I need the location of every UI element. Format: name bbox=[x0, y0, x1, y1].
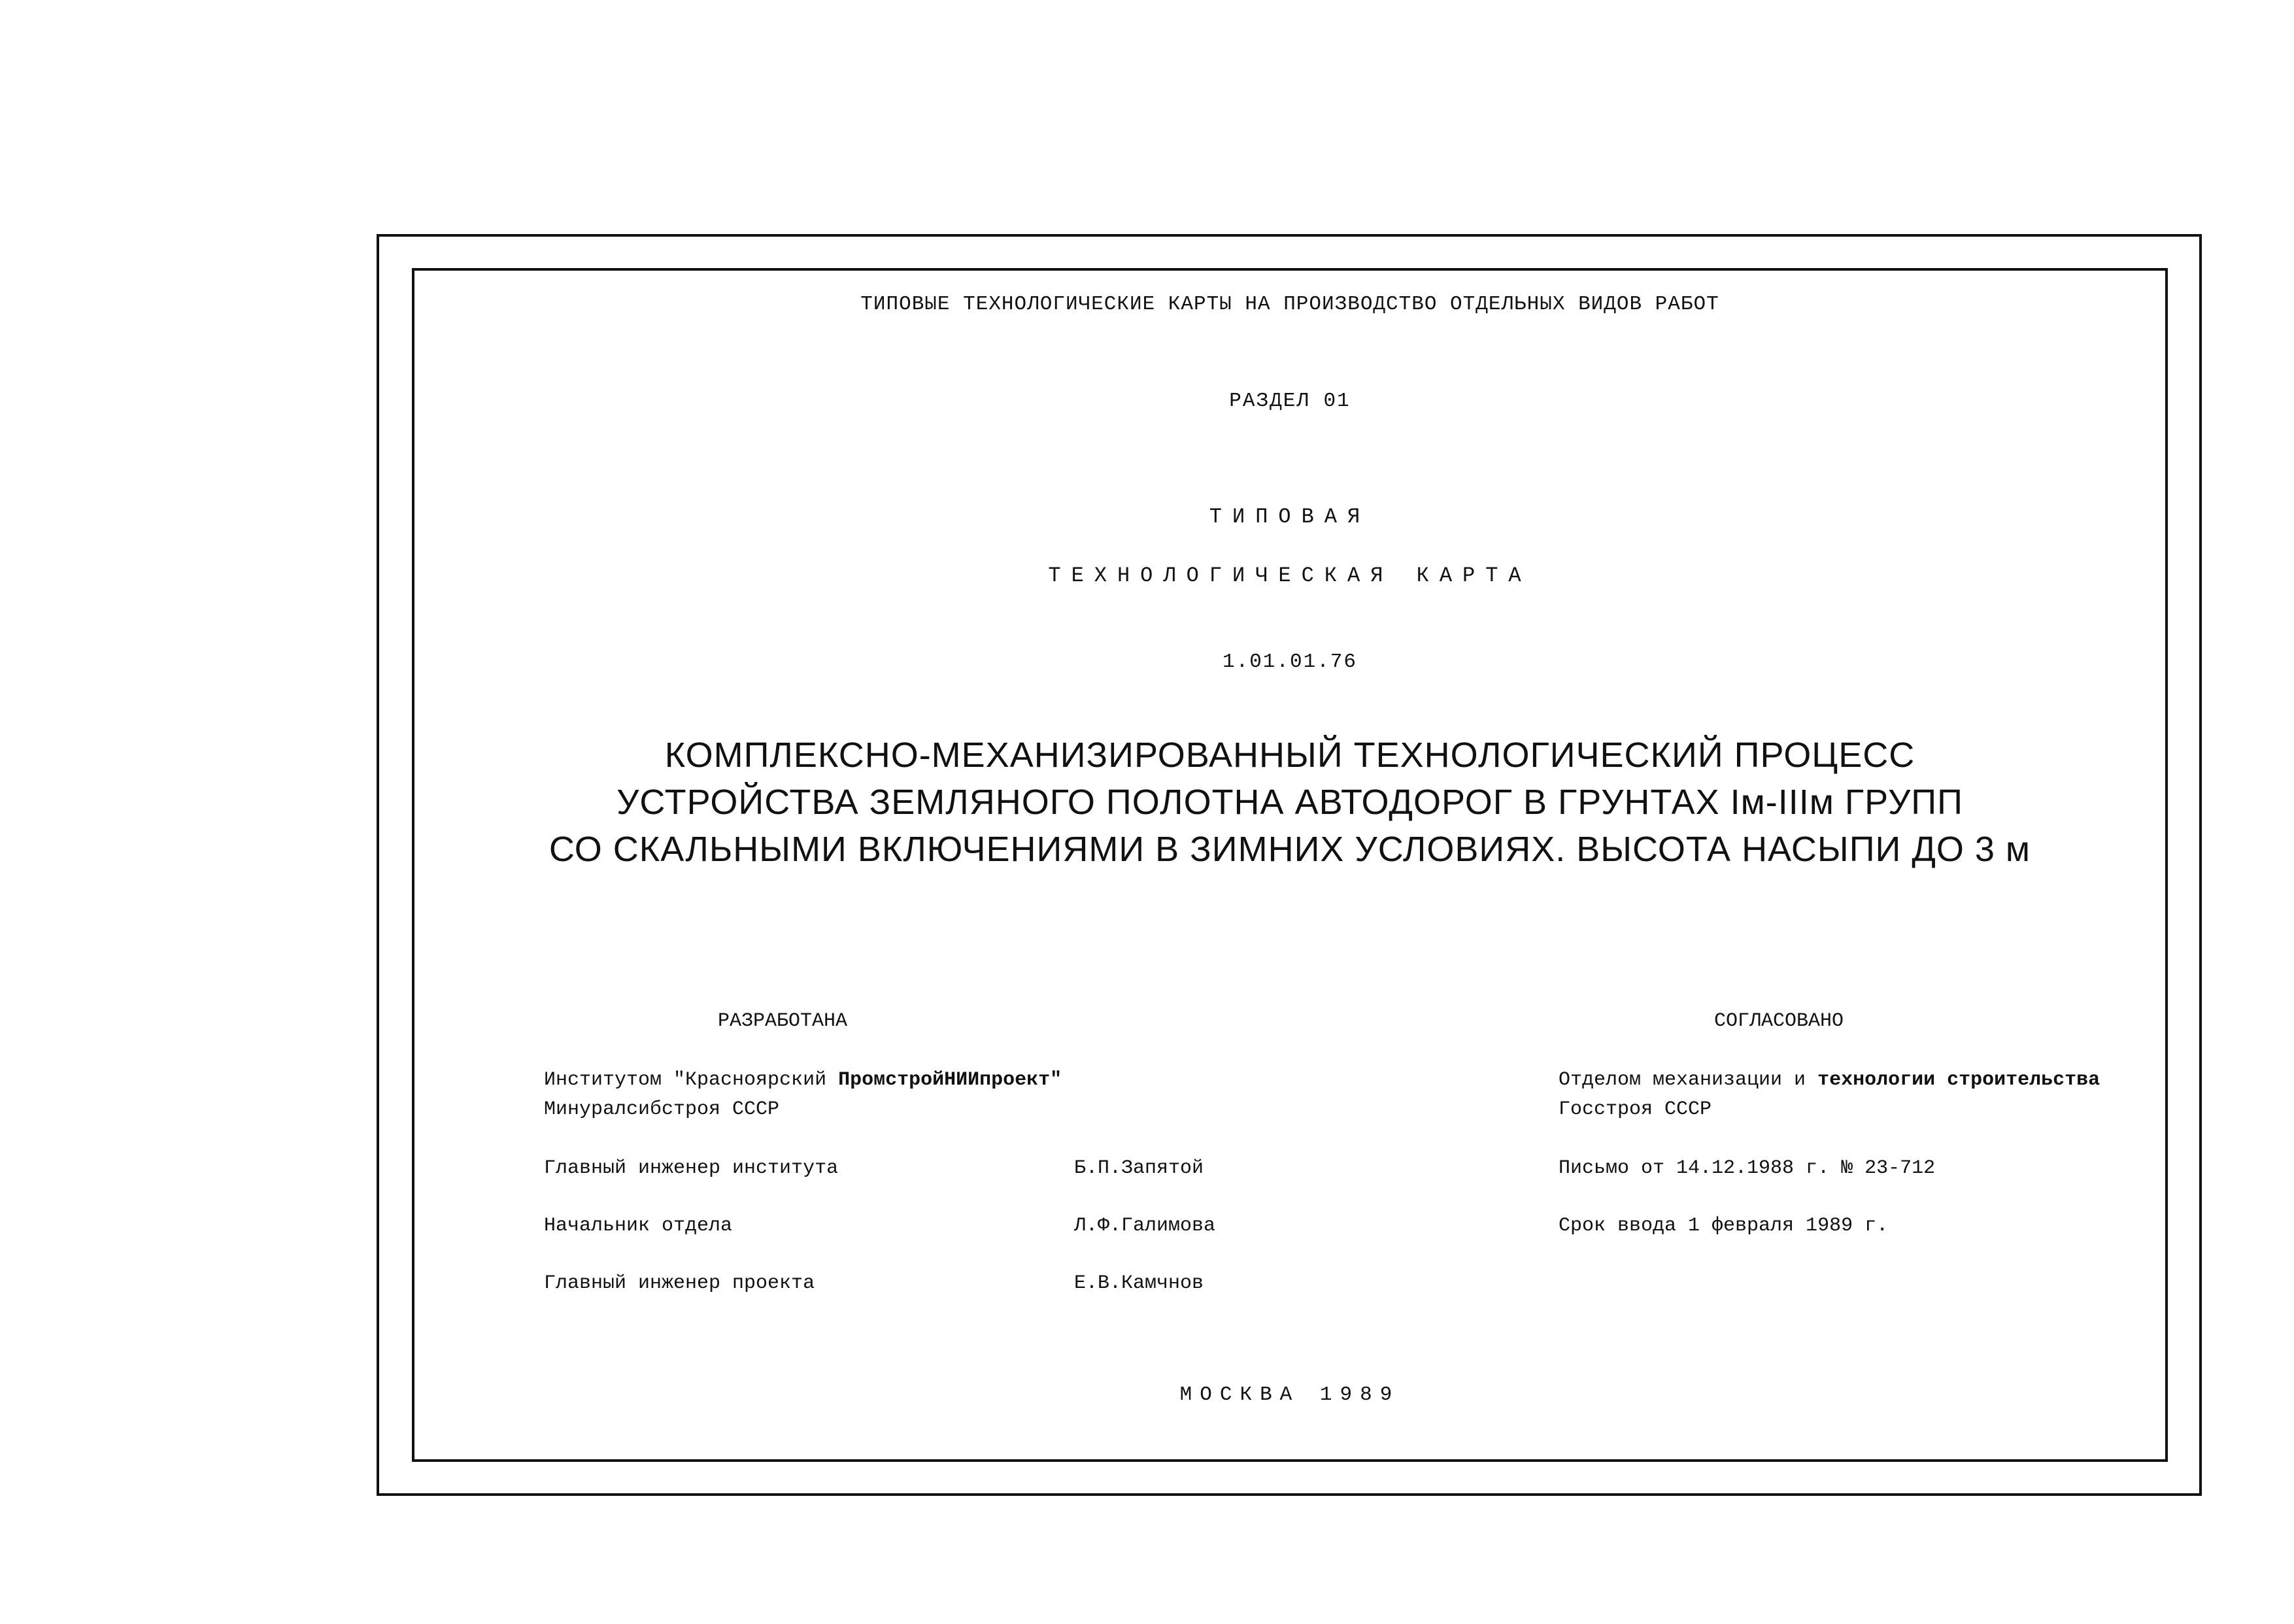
main-title-line-1: КОМПЛЕКСНО-МЕХАНИЗИРОВАННЫЙ ТЕХНОЛОГИЧЕСКИЙ ПРОЦЕСС bbox=[664, 736, 1915, 775]
staff-role-1: Главный инженер института bbox=[544, 1157, 839, 1179]
developed-organization-prefix: Институтом "Красноярский bbox=[544, 1069, 839, 1091]
staff-name-2: Л.Ф.Галимова bbox=[1074, 1215, 1216, 1237]
typical-label: ТИПОВАЯ bbox=[1209, 505, 1371, 529]
agreed-organization: Госстроя СССР bbox=[1559, 1098, 1712, 1121]
staff-name-3: Е.В.Камчнов bbox=[1074, 1272, 1204, 1294]
developed-heading: РАЗРАБОТАНА bbox=[718, 1010, 848, 1032]
staff-name-1: Б.П.Запятой bbox=[1074, 1157, 1204, 1179]
tech-card-label: ТЕХНОЛОГИЧЕСКАЯ КАРТА bbox=[1048, 564, 1532, 588]
series-title: ТИПОВЫЕ ТЕХНОЛОГИЧЕСКИЕ КАРТЫ НА ПРОИЗВОДСТВО ОТДЕЛЬНЫХ ВИДОВ РАБОТ bbox=[860, 293, 1719, 316]
agreed-heading: СОГЛАСОВАНО bbox=[1714, 1010, 1844, 1032]
staff-role-2: Начальник отдела bbox=[544, 1215, 733, 1237]
main-title-line-3: СО СКАЛЬНЫМИ ВКЛЮЧЕНИЯМИ В ЗИМНИХ УСЛОВИЯХ. ВЫСОТА НАСЫПИ ДО 3 м bbox=[548, 830, 2031, 869]
approval-letter: Письмо от 14.12.1988 г. № 23-712 bbox=[1559, 1157, 1936, 1179]
section-label: РАЗДЕЛ 01 bbox=[1229, 390, 1351, 413]
agreed-department bbox=[1559, 1069, 2100, 1091]
staff-role-3: Главный инженер проекта bbox=[544, 1272, 815, 1294]
developed-ministry: Минуралсибстроя СССР bbox=[544, 1098, 780, 1121]
agreed-department-prefix: Отделом механизации и bbox=[1559, 1069, 1818, 1091]
main-title-line-2: УСТРОЙСТВА ЗЕМЛЯНОГО ПОЛОТНА АВТОДОРОГ В ГРУНТАХ Iм-IIIм ГРУПП bbox=[616, 783, 1963, 822]
publication-place-year: МОСКВА 1989 bbox=[1179, 1383, 1400, 1406]
developed-organization bbox=[544, 1069, 1062, 1091]
effective-date: Срок ввода 1 февраля 1989 г. bbox=[1559, 1215, 1889, 1237]
developed-organization-bold: ПромстройНИИпроект" bbox=[838, 1069, 1062, 1091]
card-code: 1.01.01.76 bbox=[1222, 651, 1358, 673]
agreed-department-bold: технологии строительства bbox=[1817, 1069, 2100, 1091]
